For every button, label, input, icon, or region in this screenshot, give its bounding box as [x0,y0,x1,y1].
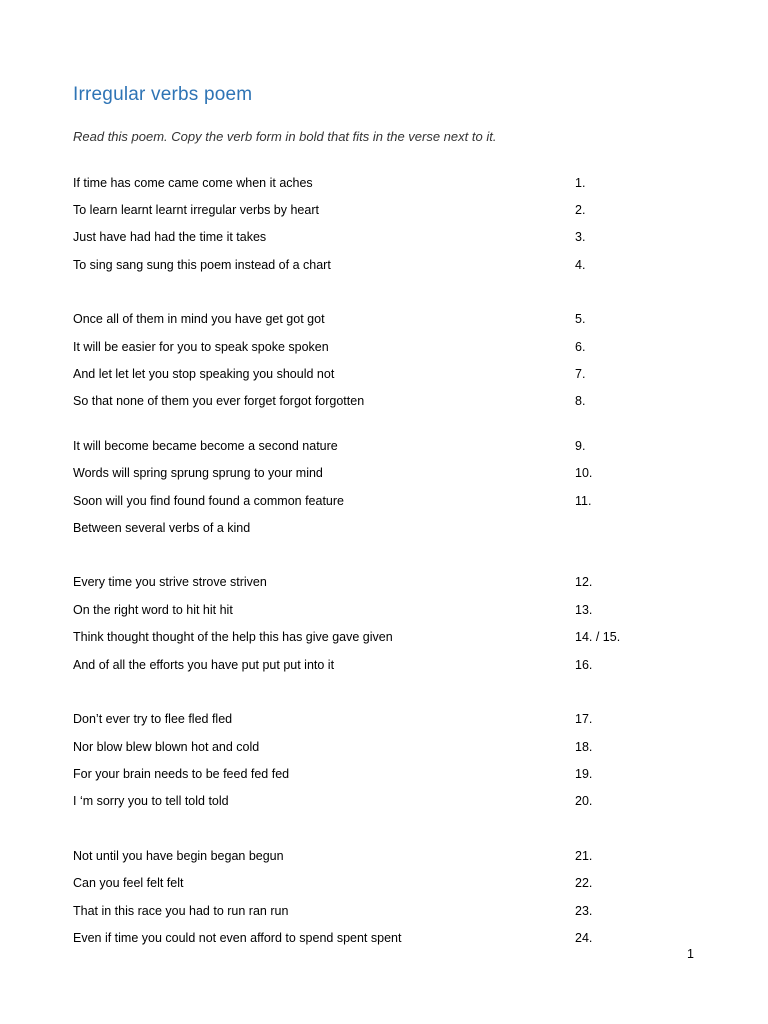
verse-number: 14. / 15. [575,630,621,644]
verse-line [73,656,693,674]
verse-number: 9. [575,439,586,453]
verse-number: 19. [575,767,593,781]
verse-number: 24. [575,931,593,945]
verse-line [73,365,693,383]
verse-line [73,601,693,619]
verse-text: Just have had had the time it takes [73,230,267,244]
verse-number: 5. [575,312,586,326]
verse-number: 11. [575,494,592,508]
verse-line [73,738,693,756]
verse-line [73,792,693,810]
verse-text: Think thought thought of the help this has give gave given [73,630,393,644]
verse-text: Can you feel felt felt [73,876,184,890]
verse-number: 16. [575,658,593,672]
verse-text: It will become became become a second nature [73,439,338,453]
verse-line [73,929,693,947]
verse-line [73,874,693,892]
verse-line [73,201,693,219]
verse-text: That in this race you had to run ran run [73,904,289,918]
verse-number: 8. [575,394,586,408]
verse-text: Words will spring sprung sprung to your mind [73,466,323,480]
verse-text: Don’t ever try to flee fled fled [73,712,233,726]
verse-text: Even if time you could not even afford to spend spent spent [73,931,402,945]
verse-number: 7. [575,367,586,381]
verse-line [73,437,693,455]
verse-number: 18. [575,740,593,754]
verse-line [73,519,693,537]
verse-text: And let let let you stop speaking you should not [73,367,335,381]
verse-text: For your brain needs to be feed fed fed [73,767,290,781]
verse-line [73,573,693,591]
verse-number: 1. [575,176,586,190]
verse-line [73,902,693,920]
verse-number: 13. [575,603,593,617]
verse-line [73,710,693,728]
verse-text: To sing sang sung this poem instead of a chart [73,258,331,272]
verse-text: I ‘m sorry you to tell told told [73,794,229,808]
instruction-text: Read this poem. Copy the verb form in bold that fits in the verse next to it. [73,129,497,144]
verse-text: Every time you strive strove striven [73,575,267,589]
verse-number: 6. [575,340,586,354]
verse-text: Nor blow blew blown hot and cold [73,740,260,754]
verse-line [73,310,693,328]
verse-text: To learn learnt learnt irregular verbs by heart [73,203,319,217]
verse-text: And of all the efforts you have put put put into it [73,658,335,672]
verse-text: Soon will you find found found a common feature [73,494,345,508]
verse-line [73,765,693,783]
verse-text: It will be easier for you to speak spoke spoken [73,340,329,354]
verse-text: Between several verbs of a kind [73,521,251,535]
verse-line [73,492,693,510]
page-number: 1 [687,947,694,961]
verse-number: 4. [575,258,586,272]
verse-line [73,392,693,410]
verse-line [73,228,693,246]
page-title: Irregular verbs poem [73,84,253,105]
verse-line [73,174,693,192]
verse-line [73,338,693,356]
verse-text: So that none of them you ever forget forgot forgotten [73,394,365,408]
verse-line [73,256,693,274]
verse-line [73,847,693,865]
verse-number: 10. [575,466,593,480]
verse-text: On the right word to hit hit hit [73,603,233,617]
verse-text: Once all of them in mind you have get got got [73,312,325,326]
verse-line [73,464,693,482]
verse-number: 20. [575,794,593,808]
verse-number: 22. [575,876,593,890]
verse-line [73,628,693,646]
verse-number: 17. [575,712,593,726]
verse-number: 23. [575,904,593,918]
verse-text: If time has come came come when it aches [73,176,313,190]
verse-text: Not until you have begin began begun [73,849,284,863]
verse-number: 21. [575,849,593,863]
verse-number: 12. [575,575,593,589]
verse-number: 3. [575,230,586,244]
verse-number: 2. [575,203,586,217]
